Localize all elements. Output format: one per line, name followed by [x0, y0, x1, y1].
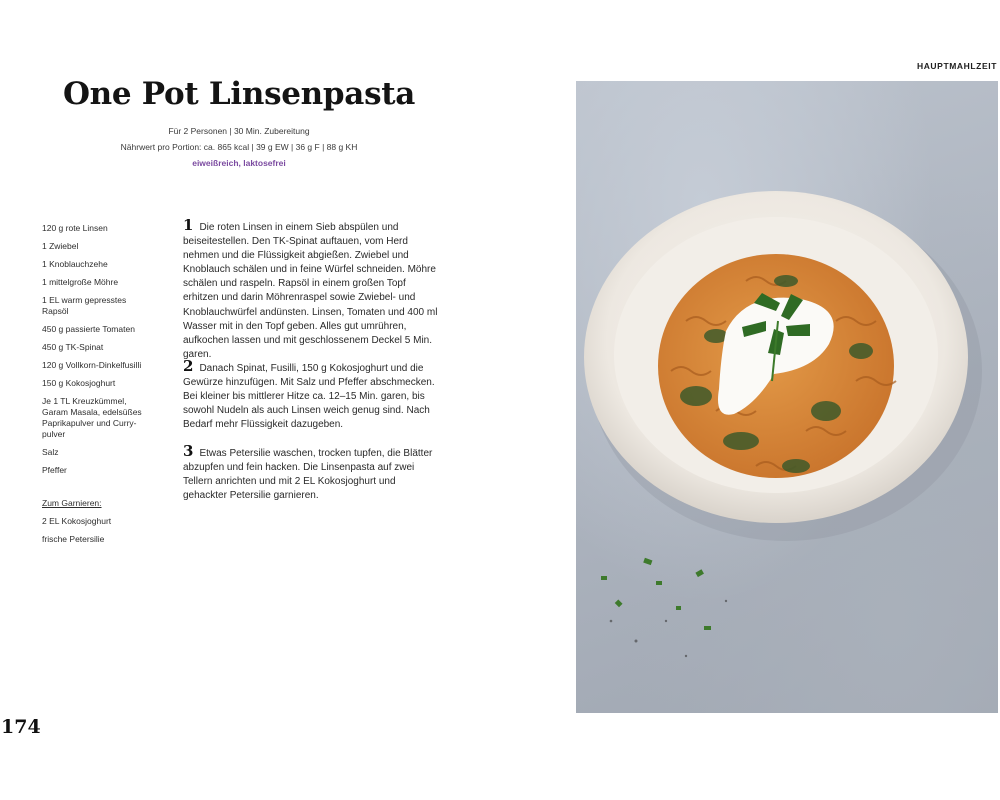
garnish-item: 2 EL Kokosjoghurt: [42, 516, 112, 526]
garnish-item: frische Petersilie: [42, 534, 105, 544]
ingredient-item: Salz: [42, 447, 59, 457]
ingredient-item: 1 Knoblauchzehe: [42, 259, 108, 269]
garnish-heading: Zum Garnieren:: [42, 498, 102, 508]
nutrition-info: Nährwert pro Portion: ca. 865 kcal | 39 g EW | 36 g F | 88 g KH: [120, 142, 358, 152]
ingredient-item: 120 g rote Linsen: [42, 223, 108, 233]
step-text: Die roten Linsen in einem Sieb abspülen und beiseitestellen. Den TK-Spinat auftauen, vom Herd nehmen und die Flüssigkeit abgießen. Zwiebel und Knoblauch schälen und in feine Würfel schneiden. Möhre schälen und raspeln. Rapsöl in einem großen Topf erhitzen und darin Möhrenraspel sowie Zwiebel- und Knoblauchwürfel andünsten. Linsen, Tomaten und 400 ml Wasser mit in den Topf geben. Alles gut umrühren, aufkochen lassen und mit geschlossenem Deckel 5 Min. garen.: [183, 222, 438, 360]
step-text: Danach Spinat, Fusilli, 150 g Kokosjoghurt und die Gewürze hinzufügen. Mit Salz und Pfeffer abschmecken. Bei kleiner bis mittlerer Hitze ca. 12–15 Min. garen, bis sowohl Nudeln als auch Linsen weich genug sind. Nach Bedarf mehr Flüssigkeit dazugeben.: [183, 363, 435, 431]
step-number: 1: [183, 216, 194, 234]
ingredient-item: Je 1 TL Kreuzkümmel, Garam Masala, edelsüßes Paprikapulver und Curry-pulver: [42, 396, 142, 439]
step-number: 3: [183, 442, 194, 460]
diet-tags: eiweißreich, laktosefrei: [192, 158, 286, 168]
step-text: Etwas Petersilie waschen, trocken tupfen, die Blätter abzupfen und fein hacken. Die Linsenpasta auf zwei Tellern anrichten und mit 2 EL Kokosjoghurt und gehackter Petersilie garnieren.: [183, 448, 433, 502]
instruction-step: [183, 357, 439, 432]
ingredient-item: Pfeffer: [42, 465, 67, 475]
section-label: HAUPTMAHLZEIT: [916, 61, 997, 71]
instruction-step: [183, 442, 439, 503]
instruction-step: [183, 216, 439, 362]
ingredient-item: 1 mittelgroße Möhre: [42, 277, 119, 287]
step-number: 2: [183, 357, 194, 375]
ingredient-item: 450 g TK-Spinat: [42, 342, 104, 352]
servings-time: Für 2 Personen | 30 Min. Zubereitung: [168, 126, 310, 136]
dish-illustration: [576, 81, 998, 713]
ingredient-item: 150 g Kokosjoghurt: [42, 378, 116, 388]
ingredient-item: 120 g Vollkorn-Dinkelfusilli: [42, 360, 142, 370]
page-number: 174: [1, 716, 41, 738]
ingredient-item: 1 EL warm gepresstes Rapsöl: [42, 295, 127, 316]
ingredient-item: 1 Zwiebel: [42, 241, 79, 251]
ingredient-item: 450 g passierte Tomaten: [42, 324, 135, 334]
ingredient-list: [42, 223, 160, 483]
lentil-pasta-photo: [576, 81, 998, 713]
recipe-title: One Pot Linsenpasta: [62, 76, 416, 112]
garnish-list: [42, 516, 160, 552]
